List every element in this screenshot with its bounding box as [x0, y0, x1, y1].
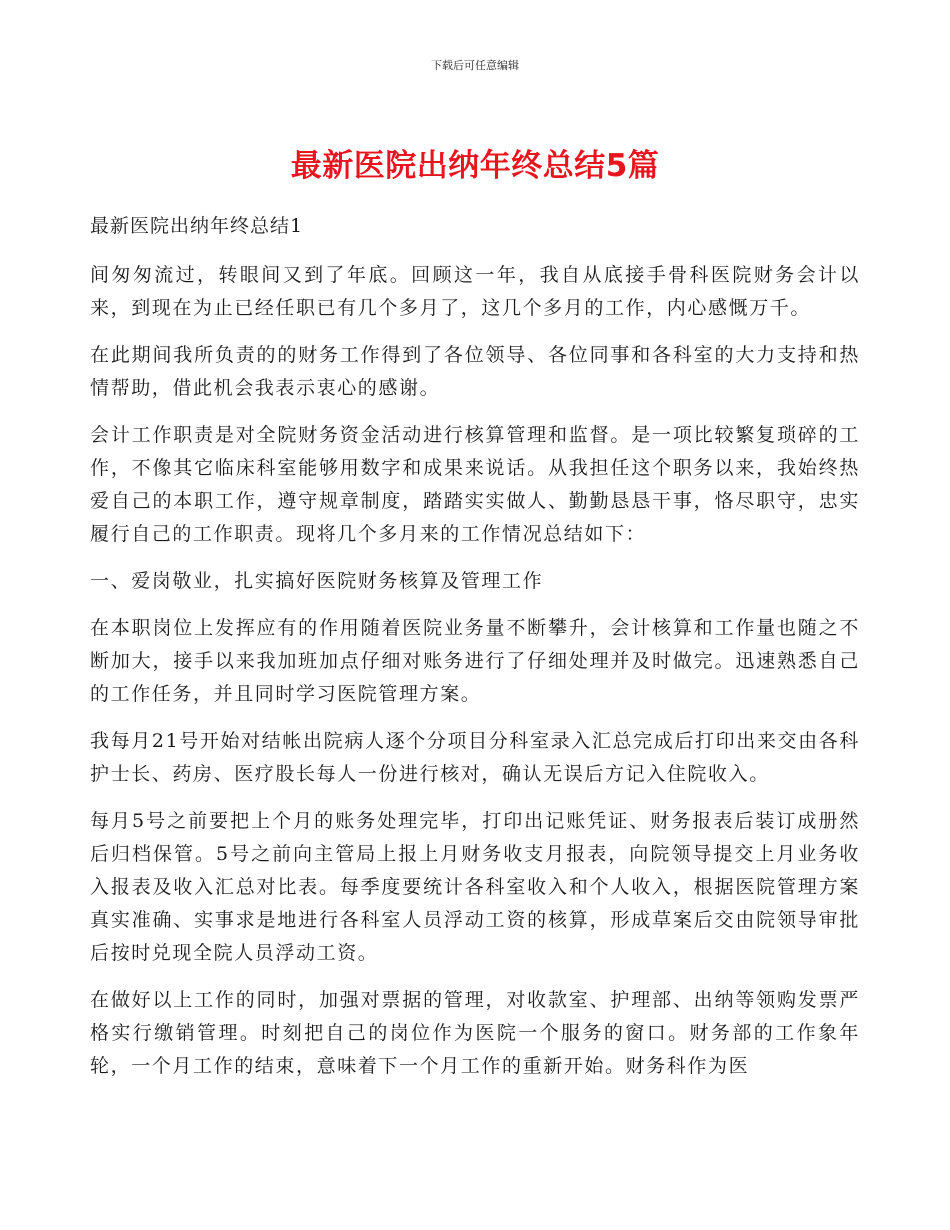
subheading: 一、爱岗敬业，扎实搞好医院财务核算及管理工作 — [90, 570, 544, 592]
paragraph: 在此期间我所负责的的财务工作得到了各位领导、各位同事和各科室的大力支持和热情帮助，借此机会我表示衷心的感谢。 — [90, 344, 860, 399]
section-label: 最新医院出纳年终总结1 — [90, 215, 304, 237]
header-note: 下载后可任意编辑 — [431, 59, 519, 72]
document-body — [90, 210, 860, 1097]
paragraph: 在做好以上工作的同时，加强对票据的管理，对收款室、护理部、出纳等领购发票严格实行缴销管理。时刻把自己的岗位作为医院一个服务的窗口。财务部的工作象年轮，一个月工作的结束，意味着下一个月工作的重新开始。财务科作为医 — [90, 989, 860, 1077]
paragraph: 间匆匆流过，转眼间又到了年底。回顾这一年，我自从底接手骨科医院财务会计以来，到现在为止已经任职已有几个多月了，这几个多月的工作，内心感慨万千。 — [90, 264, 860, 319]
document-title: 最新医院出纳年终总结5篇 — [290, 148, 660, 184]
paragraph: 我每月21号开始对结帐出院病人逐个分项目分科室录入汇总完成后打印出来交由各科护士长、药房、医疗股长每人一份进行核对，确认无误后方记入住院收入。 — [90, 730, 860, 785]
paragraph: 在本职岗位上发挥应有的作用随着医院业务量不断攀升，会计核算和工作量也随之不断加大，接手以来我加班加点仔细对账务进行了仔细处理并及时做完。迅速熟悉自己的工作任务，并且同时学习医院管理方案。 — [90, 617, 860, 705]
paragraph: 会计工作职责是对全院财务资金活动进行核算管理和监督。是一项比较繁复琐碎的工作，不像其它临床科室能够用数字和成果来说话。从我担任这个职务以来，我始终热爱自己的本职工作，遵守规章制度，踏踏实实做人、勤勤恳恳干事，恪尽职守，忠实履行自己的工作职责。现将几个多月来的工作情况总结如下： — [90, 424, 860, 545]
paragraph: 每月5号之前要把上个月的账务处理完毕，打印出记账凭证、财务报表后装订成册然后归档保管。5号之前向主管局上报上月财务收支月报表，向院领导提交上月业务收入报表及收入汇总对比表。每季度要统计各科室收入和个人收入，根据医院管理方案真实准确、实事求是地进行各科室人员浮动工资的核算，形成草案后交由院领导审批后按时兑现全院人员浮动工资。 — [90, 810, 860, 964]
